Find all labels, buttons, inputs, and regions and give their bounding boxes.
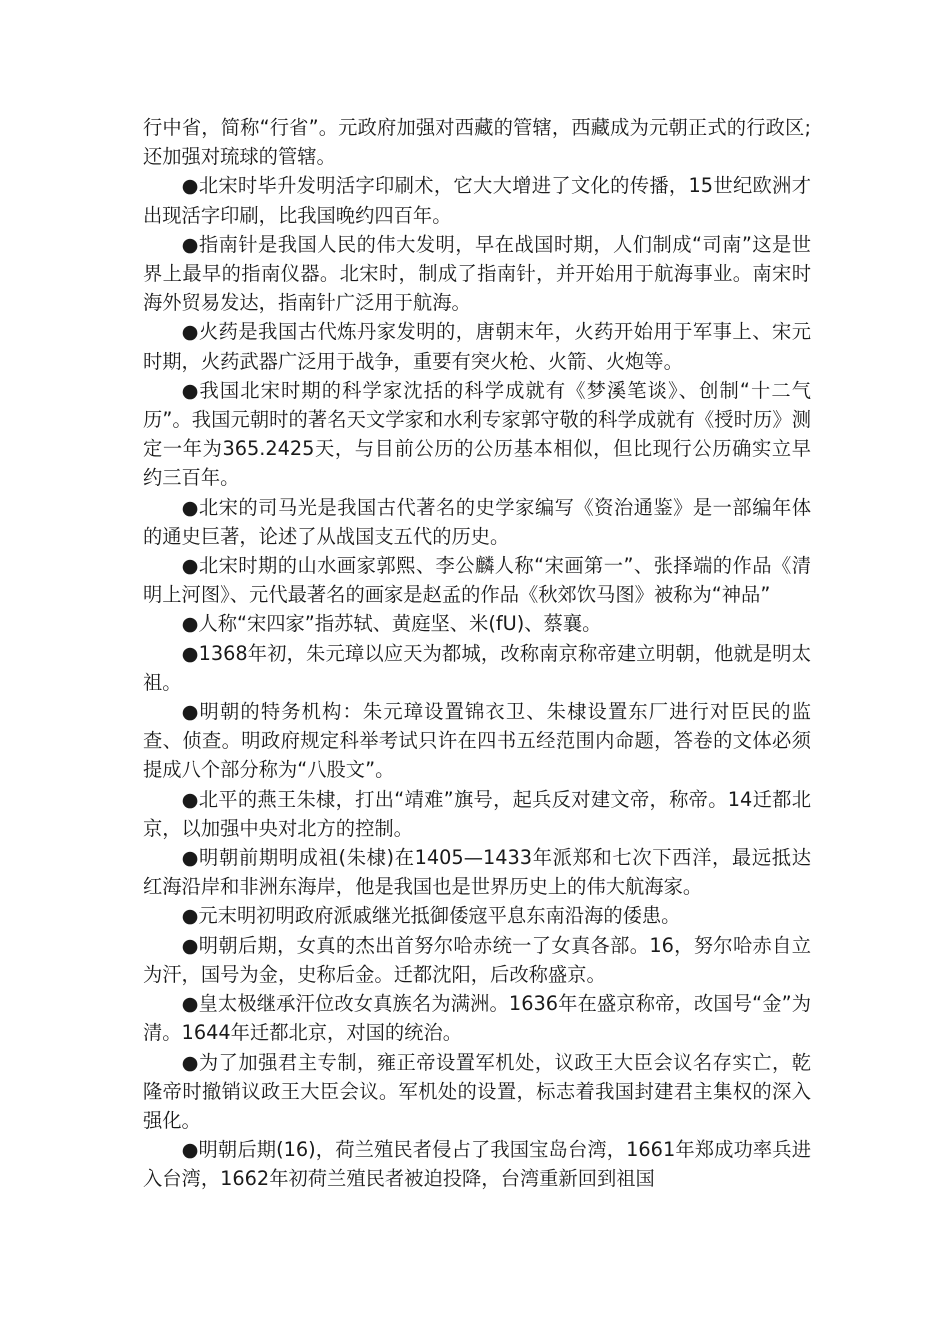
paragraph-science: ●我国北宋时期的科学家沈括的科学成就有《梦溪笔谈》、创制“十二气历”。我国元朝时的著名天文学家和水利专家郭守敬的科学成就有《授时历》测定一年为365.2425天，与目前公历的公历基本相似，但比现行公历确实立早约三百年。	[143, 378, 811, 490]
paragraph-zhu-di: ●北平的燕王朱棣，打出“靖难”旗号，起兵反对建文帝，称帝。14迁都北京，以加强中央对北方的控制。	[143, 787, 811, 840]
paragraph-movable-type: ●北宋时毕升发明活字印刷术，它大大增进了文化的传播，15世纪欧洲才出现活字印刷，比我国晚约四百年。	[143, 174, 811, 227]
paragraph-grand-council: ●为了加强君主专制，雍正帝设置军机处，议政王大臣会议名存实亡，乾隆帝时撤销议政王大臣会议。军机处的设置，标志着我国封建君主集权的深入强化。	[143, 1050, 811, 1132]
paragraph-compass: ●指南针是我国人民的伟大发明，早在战国时期，人们制成“司南”这是世界上最早的指南仪器。北宋时，制成了指南针，并开始用于航海事业。南宋时海外贸易发达，指南针广泛用于航海。	[143, 232, 811, 315]
document-body	[143, 113, 811, 1194]
paragraph-sima-guang: ●北宋的司马光是我国古代著名的史学家编写《资治通鉴》是一部编年体的通史巨著，论述了从战国支五代的历史。	[143, 495, 811, 548]
paragraph-zheng-he: ●明朝前期明成祖(朱棣)在1405—1433年派郑和七次下西洋，最远抵达红海沿岸和非洲东海岸，他是我国也是世界历史上的伟大航海家。	[143, 846, 811, 899]
paragraph-nurhaci: ●明朝后期，女真的杰出首努尔哈赤统一了女真各部。16，努尔哈赤自立为汗，国号为金，史称后金。迁都沈阳，后改称盛京。	[143, 933, 811, 986]
paragraph-gunpowder: ●火药是我国古代炼丹家发明的，唐朝末年，火药开始用于军事上、宋元时期，火药武器广泛用于战争，重要有突火枪、火箭、火炮等。	[143, 320, 811, 373]
paragraph-hong-taiji: ●皇太极继承汗位改女真族名为满洲。1636年在盛京称帝，改国号“金”为清。1644年迁都北京，对国的统治。	[143, 992, 811, 1045]
paragraph-ming-founding: ●1368年初，朱元璋以应天为都城，改称南京称帝建立明朝，他就是明太祖。	[143, 641, 811, 694]
paragraph-taiwan: ●明朝后期(16)，荷兰殖民者侵占了我国宝岛台湾，1661年郑成功率兵进入台湾，1662年初荷兰殖民者被迫投降，台湾重新回到祖国	[143, 1138, 811, 1191]
paragraph-four-masters: ●人称“宋四家”指苏轼、黄庭坚、米(fU)、蔡襄。	[181, 612, 602, 636]
paragraph-painters: ●北宋时期的山水画家郭熙、李公麟人称“宋画第一”、张择端的作品《清明上河图》、元代最著名的画家是赵孟的作品《秋郊饮马图》被称为“神品”	[143, 554, 811, 607]
paragraph-secret-police: ●明朝的特务机构：朱元璋设置锦衣卫、朱棣设置东厂进行对臣民的监查、侦查。明政府规定科举考试只许在四书五经范围内命题，答卷的文体必须提成八个部分称为“八股文”。	[143, 700, 811, 782]
paragraph-yuan-provinces: 行中省，简称“行省”。元政府加强对西藏的管辖，西藏成为元朝正式的行政区;还加强对琉球的管辖。	[143, 116, 811, 169]
paragraph-qi-jiguang: ●元末明初明政府派戚继光抵御倭寇平息东南沿海的倭患。	[181, 904, 681, 928]
